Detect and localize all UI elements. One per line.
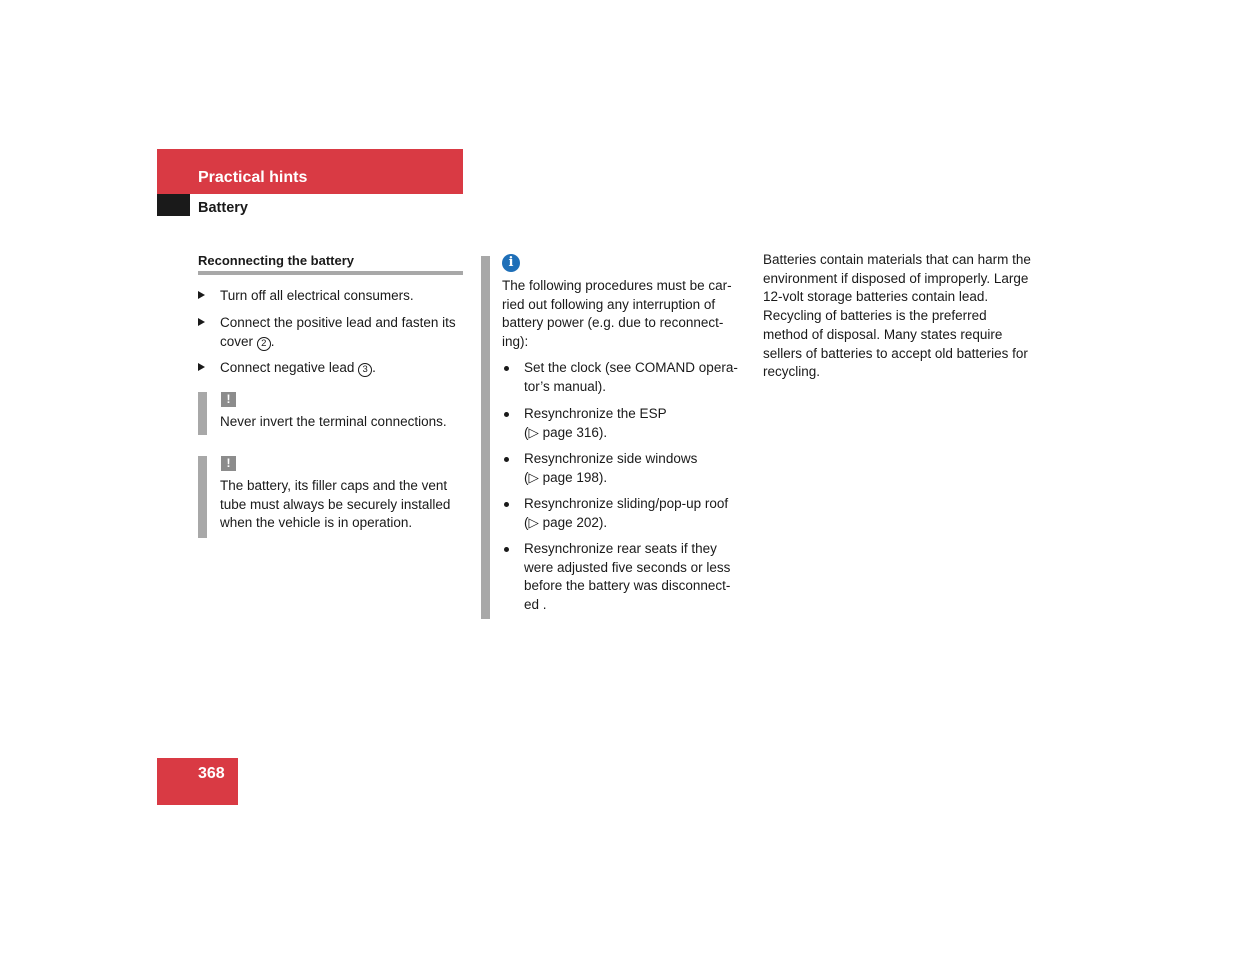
step-item <box>198 287 468 306</box>
info-intro: The following procedures must be car- ried out following any interruption of battery power (e.g. due to reconnect- ing): <box>502 278 732 350</box>
list-item: Resynchronize rear seats if they were adjusted five seconds or less before the battery was disconnect- ed . <box>524 541 731 613</box>
step-text: Turn off all electrical consumers. <box>220 288 414 303</box>
info-bar <box>481 256 490 619</box>
bullet-dot-icon <box>504 366 509 371</box>
triangle-arrow-icon <box>198 291 205 299</box>
list-item: Set the clock (see COMAND opera- tor’s manual). <box>524 360 738 394</box>
warning-bar <box>198 456 207 538</box>
list-item: Resynchronize side windows (▷ page 198). <box>524 451 698 485</box>
triangle-arrow-icon <box>198 318 205 326</box>
warning-bar <box>198 392 207 435</box>
list-item: Resynchronize sliding/pop-up roof (▷ page 202). <box>524 496 729 530</box>
heading-rule <box>198 271 463 275</box>
section-heading: Reconnecting the battery <box>198 253 355 268</box>
page-number: 368 <box>198 765 225 782</box>
subsection-marker <box>157 194 190 216</box>
exclamation-icon: ! <box>221 392 236 407</box>
subsection-title: Battery <box>198 200 248 216</box>
callout-number: 3 <box>358 363 372 377</box>
step-text: Connect the positive lead and fasten its cover 2 . <box>220 315 456 349</box>
info-icon: i <box>502 254 520 272</box>
bullet-dot-icon <box>504 457 509 462</box>
list-item: Resynchronize the ESP (▷ page 316). <box>524 406 667 440</box>
triangle-arrow-icon <box>198 363 205 371</box>
environment-note: Batteries contain materials that can harm the environment if disposed of improperly. Large 12-volt storage batteries contain lead. Recycling of batteries is the preferred method of disposal. Many states require sellers of batteries to accept old batteries for recycling. <box>763 252 1031 380</box>
section-title: Practical hints <box>198 169 308 186</box>
warning-text: The battery, its filler caps and the vent tube must always be securely installed when the vehicle is in operation. <box>220 478 451 531</box>
callout-number: 2 <box>257 337 271 351</box>
step-item <box>198 314 468 352</box>
bullet-dot-icon <box>504 502 509 507</box>
step-item <box>198 359 468 378</box>
bullet-dot-icon <box>504 412 509 417</box>
bullet-dot-icon <box>504 547 509 552</box>
warning-text: Never invert the terminal connections. <box>220 414 447 429</box>
step-text: Connect negative lead 3 . <box>220 360 376 375</box>
exclamation-icon: ! <box>221 456 236 471</box>
